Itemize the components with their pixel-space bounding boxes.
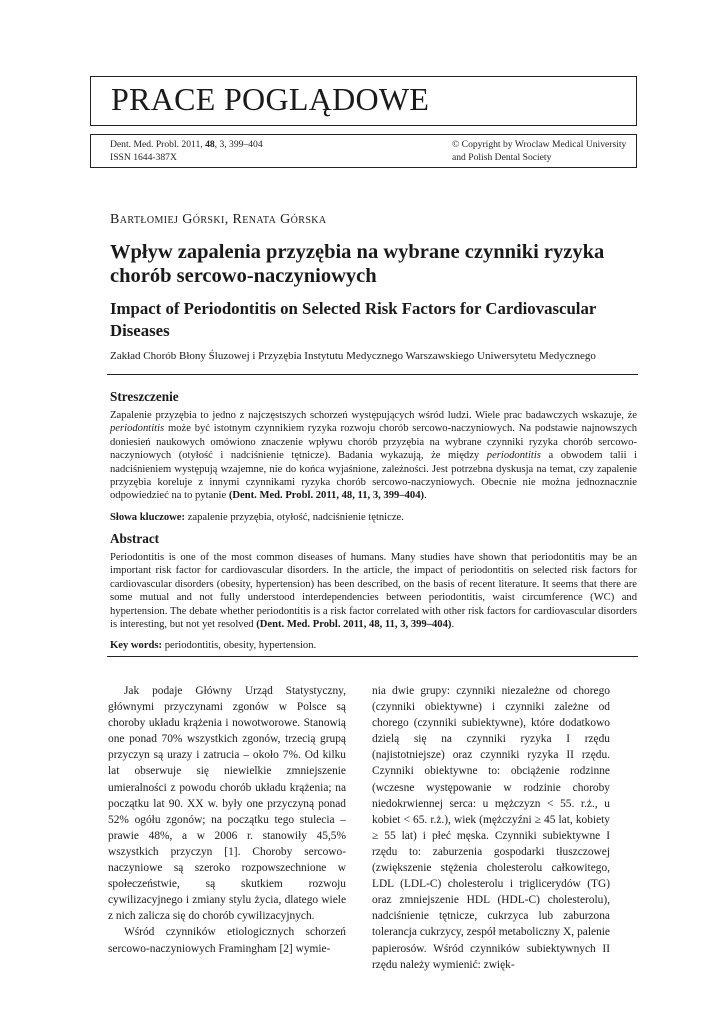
issue-pages: , 3, 399–404: [214, 139, 263, 150]
body-column-right: [372, 683, 610, 973]
key-words-label: Key words:: [110, 640, 163, 651]
section-title: PRACE POGLĄDOWE: [111, 81, 430, 117]
key-words-values: periodontitis, obesity, hypertension.: [162, 640, 317, 651]
slowa-kluczowe: [110, 511, 637, 524]
body-column-left: [108, 683, 346, 957]
key-words: [110, 639, 637, 652]
streszczenie-citation: (Dent. Med. Probl. 2011, 48, 11, 3, 399–404): [228, 490, 425, 502]
streszczenie-part-3: a obwodem talii i nadciśnieniem występują wzajemne, nie do końca wyjaśnione, zależności. Jest potrzebna dyskusja na temat, czy zapalenie przyzębia koreluje z innymi czynnikami ryzyka chorób sercowo-naczyniowych. Obecnie nie można jednoznacznie odpowiedzieć na to pytanie: [110, 450, 638, 502]
body-paragraph: Wśród czynników etiologicznych schorzeń sercowo-naczyniowych Framingham [2] wymie-: [108, 926, 346, 955]
title-polish: Wpływ zapalenia przyzębia na wybrane czynniki ryzyka chorób sercowo-naczyniowych: [110, 241, 605, 287]
streszczenie-part-2: może być istotnym czynnikiem ryzyka rozwoju chorób sercowo-naczyniowych. Na podstawie najnowszych doniesień naukowych omówiono znaczenie wpływu chorób przyzębia na wybrane czynniki ryzyka chorób sercowo-naczyniowych (otyłość i nadciśnienie tętnicze). Badania wykazują, że między: [110, 423, 637, 462]
authors: Bartłomiej Górski, Renata Górska: [110, 212, 327, 227]
abstract-heading: Abstract: [110, 531, 160, 546]
streszczenie-part-1: Zapalenie przyzębia to jedno z najczęstszych schorzeń występujących wśród ludzi. Wiele prac badawczych wskazuje, że: [110, 410, 637, 421]
streszczenie-heading: Streszczenie: [110, 389, 179, 404]
body-paragraph: nia dwie grupy: czynniki niezależne od chorego (czynniki obiektywne) i czynniki zależne od chorego (czynniki subiektywne), które dodatkowo dzielą się na czynniki ryzyka I rzędu (najistotniejsze) oraz czynniki ryzyka II rzędu. Czynniki obiektywne to: obciążenie rodzinne (wczesne występowanie w rodzinie choroby niedokrwiennej serca: u mężczyzn < 55. r.ż., u kobiet < 65. r.ż.), wiek (mężczyźni ≥ 45 lat, kobiety ≥ 55 lat) i płeć męska. Czynniki subiektywne I rzędu to: zaburzenia gospodarki tłuszczowej (zwiększenie stężenia cholesterolu całkowitego, LDL (LDL-C) cholesterolu i triglicerydów (TG) oraz zmniejszenie HDL (HDL-C) cholesterolu), nadciśnienie tętnicze, cukrzyca lub zaburzona tolerancja cukrzycy, zespół metaboliczny X, palenie papierosów. Wśród czynników subiektywnych II rzędu należy wymienić: zwięk-: [372, 685, 610, 971]
streszczenie-italic-2: periodontitis: [486, 450, 541, 462]
body-paragraph: Jak podaje Główny Urząd Statystyczny, głównymi przyczynami zgonów w Polsce są choroby układu krążenia i nowotworowe. Stanowią one ponad 70% wszystkich zgonów, trzecią grupą przyczyn są urazy i zatrucia – około 7%. Od kilku lat obserwuje się niewielkie zmniejszenie umieralności z powodu chorób układu krążenia; na początku lat 90. XX w. były one przyczyną ponad 52% ogółu zgonów; na początku tego stulecia – prawie 48%, a w 2006 r. stanowiły 45,5% wszystkich przyczyn [1]. Choroby sercowo-naczyniowe są szeroko rozpowszechnione w społeczeństwie, są skutkiem rozwoju cywilizacyjnego i zmiany stylu życia, dlatego wiele z nich zalicza się do chorób cywilizacyjnych.: [108, 685, 346, 923]
abstract-body: Periodontitis is one of the most common diseases of humans. Many studies have shown that periodontitis may be an important risk factor for cardiovascular disorders. In the article, the impact of periodontitis on selected risk factors for cardiovascular disorders (obesity, hypertension) has been described, on the basis of recent literature. It seems that there are some mutual and not fully understood interdependencies between periodontitis, waist circumference (WC) and hypertension. The debate whether periodontitis is a risk factor correlated with other risk factors for cardiovascular disorders is interesting, but not yet resolved: [110, 552, 637, 631]
streszczenie-text: [110, 409, 637, 503]
abstract-end: .: [451, 619, 455, 631]
journal-section-header: [90, 76, 637, 126]
citation-text: Dent. Med. Probl. 2011,: [110, 139, 203, 150]
abstract-text: [110, 551, 637, 631]
abstract-citation: (Dent. Med. Probl. 2011, 48, 11, 3, 399–404): [256, 619, 452, 631]
volume-number: 48: [205, 139, 215, 150]
copyright-info: [452, 139, 626, 164]
streszczenie-end: .: [424, 490, 427, 502]
title-english: Impact of Periodontitis on Selected Risk Factors for Cardiovascular Diseases: [110, 299, 596, 340]
affiliation: Zakład Chorób Błony Śluzowej i Przyzębia Instytutu Medycznego Warszawskiego Uniwersytetu Medycznego: [110, 350, 596, 362]
citation-info: [110, 139, 263, 164]
divider-bottom: [107, 656, 638, 657]
divider-top: [107, 374, 638, 375]
copyright-line-2: and Polish Dental Society: [452, 151, 552, 163]
slowa-kluczowe-label: Słowa kluczowe:: [110, 512, 186, 523]
issn: ISSN 1644-387X: [110, 151, 177, 163]
slowa-kluczowe-values: zapalenie przyzębia, otyłość, nadciśnienie tętnicze.: [185, 512, 404, 523]
citation-box: [90, 134, 637, 168]
streszczenie-italic-1: periodontitis: [110, 423, 165, 435]
copyright-line-1: © Copyright by Wroclaw Medical University: [452, 139, 627, 150]
